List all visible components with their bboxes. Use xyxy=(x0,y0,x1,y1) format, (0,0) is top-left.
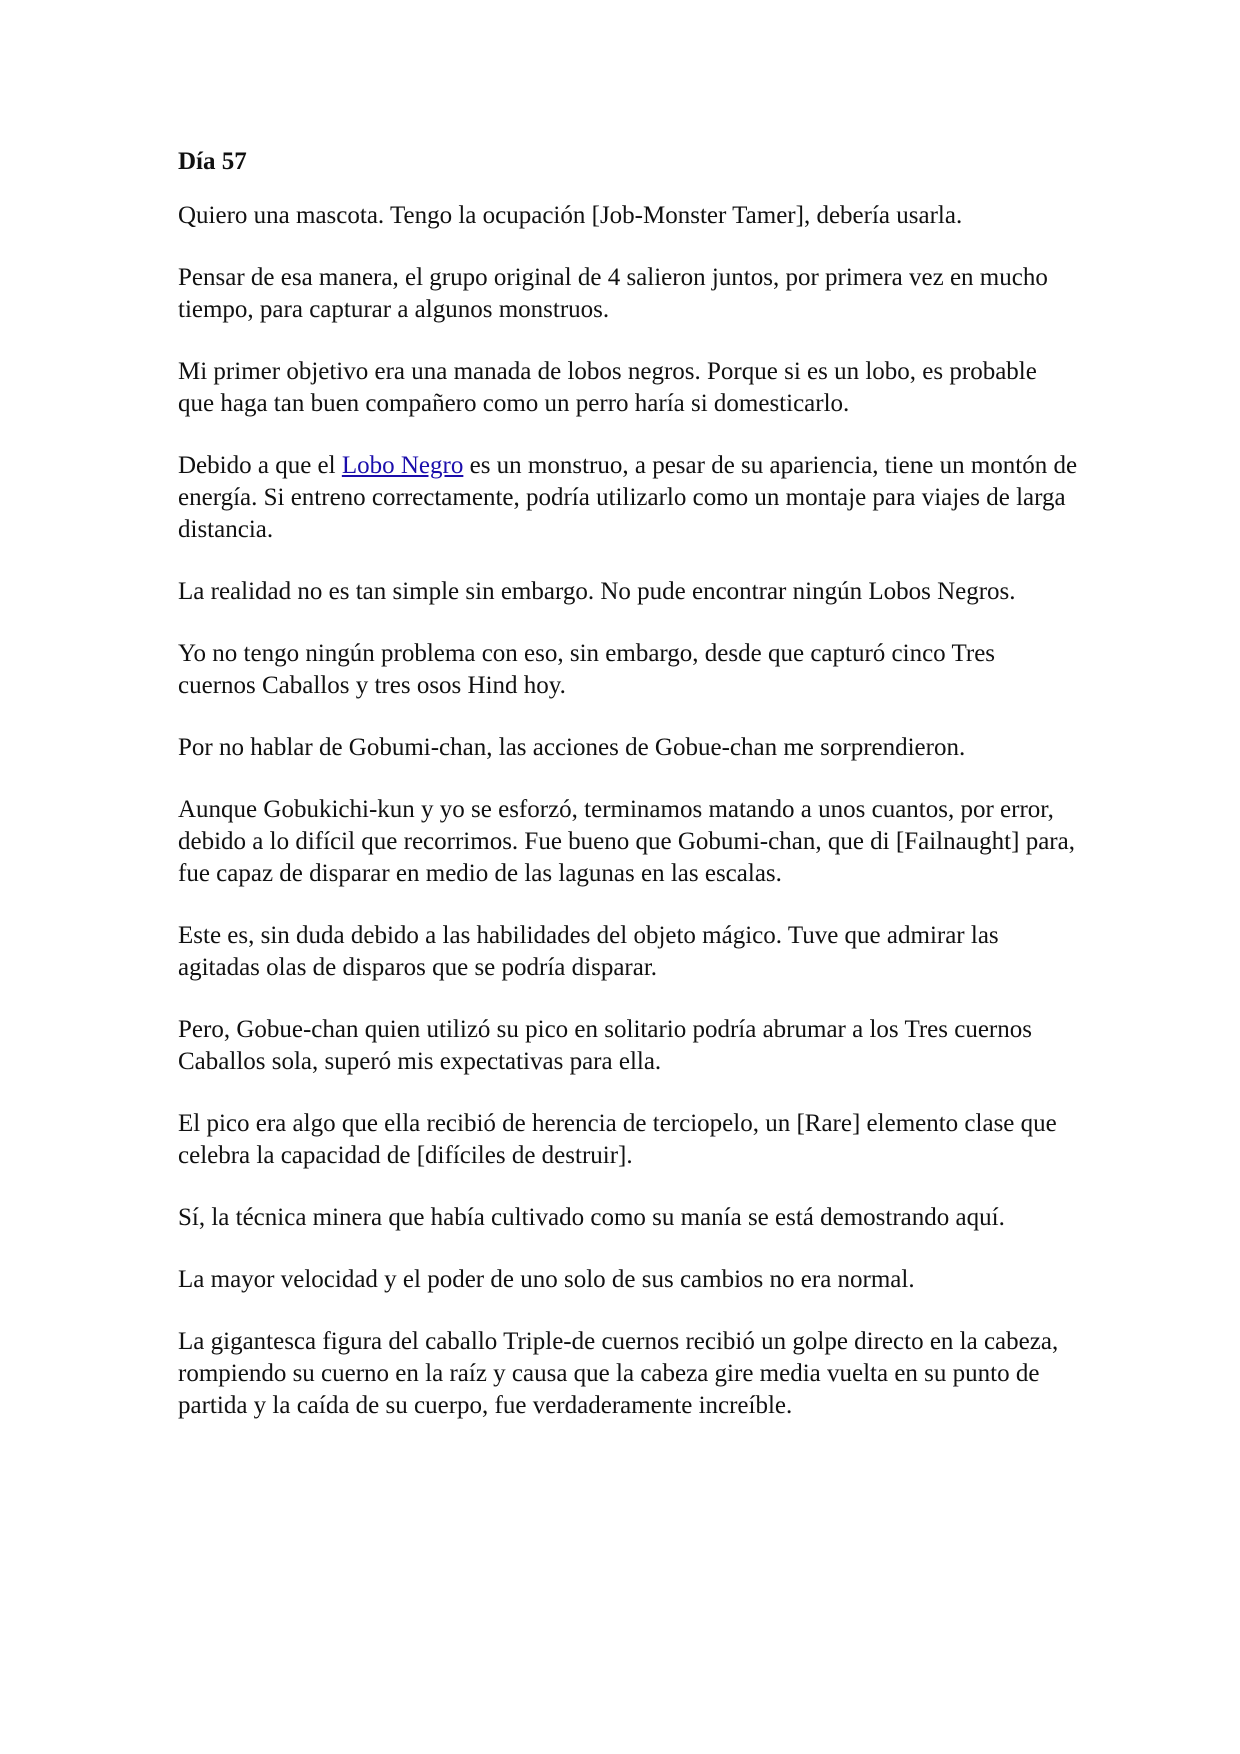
paragraph-9: Este es, sin duda debido a las habilidades del objeto mágico. Tuve que admirar las agitadas olas de disparos que se podría disparar. xyxy=(178,922,999,981)
paragraph-12: Sí, la técnica minera que había cultivado como su manía se está demostrando aquí. xyxy=(178,1204,1005,1231)
paragraph-8: Aunque Gobukichi-kun y yo se esforzó, terminamos matando a unos cuantos, por error, debido a lo difícil que recorrimos. Fue bueno que Gobumi-chan, que di [Failnaught] para, fue capaz de disparar en medio de las lagunas en las escalas. xyxy=(178,796,1075,887)
chapter-heading: Día 57 xyxy=(178,148,247,175)
paragraph-4-after: es un monstruo, a pesar de su apariencia, tiene un montón de energía. Si entreno correctamente, podría utilizarlo como un montaje para viajes de larga distancia. xyxy=(178,452,1078,543)
paragraph-2: Pensar de esa manera, el grupo original de 4 salieron juntos, por primera vez en mucho tiempo, para capturar a algunos monstruos. xyxy=(178,264,1048,323)
paragraph-1: Quiero una mascota. Tengo la ocupación [Job-Monster Tamer], debería usarla. xyxy=(178,202,963,229)
paragraph-5: La realidad no es tan simple sin embargo. No pude encontrar ningún Lobos Negros. xyxy=(178,578,1016,605)
paragraph-4-before: Debido a que el xyxy=(178,452,342,479)
paragraph-6: Yo no tengo ningún problema con eso, sin embargo, desde que capturó cinco Tres cuernos Caballos y tres osos Hind hoy. xyxy=(178,640,996,699)
paragraph-13: La mayor velocidad y el poder de uno solo de sus cambios no era normal. xyxy=(178,1266,915,1293)
lobo-negro-link[interactable]: Lobo Negro xyxy=(341,452,464,479)
document-body xyxy=(178,146,1078,1452)
paragraph-11: El pico era algo que ella recibió de herencia de terciopelo, un [Rare] elemento clase que celebra la capacidad de [difíciles de destruir]. xyxy=(178,1110,1057,1169)
paragraph-4 xyxy=(178,450,1078,546)
paragraph-7: Por no hablar de Gobumi-chan, las acciones de Gobue-chan me sorprendieron. xyxy=(178,734,966,761)
paragraph-14: La gigantesca figura del caballo Triple-de cuernos recibió un golpe directo en la cabeza, rompiendo su cuerno en la raíz y causa que la cabeza gire media vuelta en su punto de partida y la caída de su cuerpo, fue verdaderamente increíble. xyxy=(178,1328,1059,1419)
paragraph-3: Mi primer objetivo era una manada de lobos negros. Porque si es un lobo, es probable que haga tan buen compañero como un perro haría si domesticarlo. xyxy=(178,358,1037,417)
paragraph-10: Pero, Gobue-chan quien utilizó su pico en solitario podría abrumar a los Tres cuernos Caballos sola, superó mis expectativas para ella. xyxy=(178,1016,1032,1075)
